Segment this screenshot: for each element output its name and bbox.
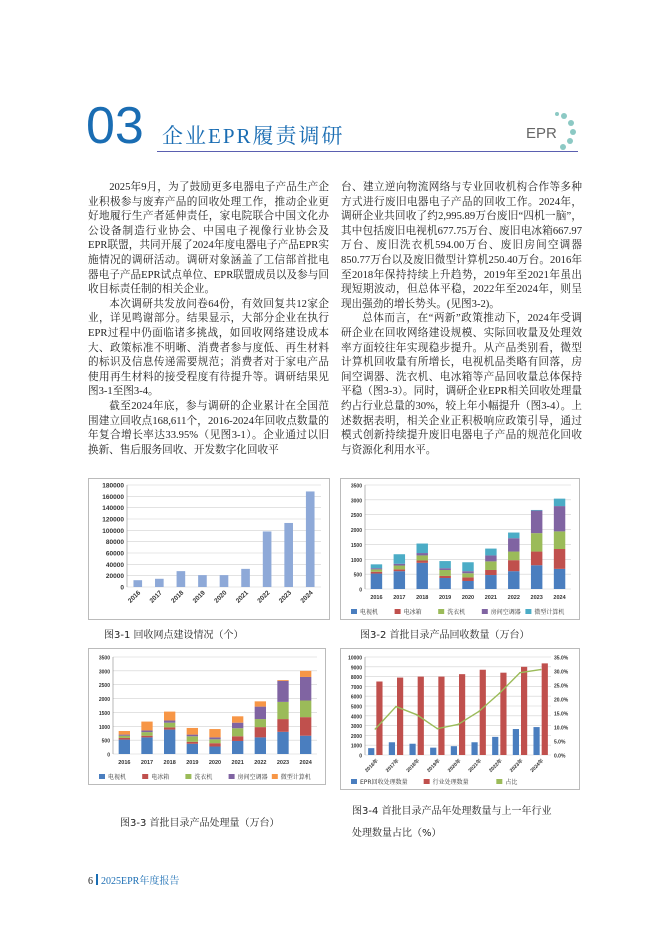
bar [177,571,186,587]
bar-segment-微型计算机 [371,564,382,568]
bar-segment-房间空调器 [255,707,266,719]
bar-EPR回收处理数量 [533,727,539,755]
bar-segment-洗衣机 [187,736,198,742]
bar-segment-洗衣机 [232,728,243,736]
y2-tick-label: 35.0% [554,655,569,662]
legend-label: 洗衣机 [194,774,213,781]
bar-segment-洗衣机 [141,732,152,736]
figure-3-4-caption-line1: 图3-4 首批目录产品年处理数量与上一年行业 [352,806,552,817]
paragraph: 台、建立逆向物流网络与专业回收机构合作等多种方式进行废旧电器电子产品的回收工作。2024年，调研企业共回收了约2,995.89万台废旧“四机一脑”，其中包括废旧电视机677.75万台、废旧电冰箱667.97万台、废旧洗衣机594.00万台、废旧房间空调器850.77万台以及废旧微型计算机250.40万台。2016年至2018年保持持续上升趋势，2019年至2021年虽出现短期波动，但总体平稳，2022年至2024年，则呈现出强劲的增长势头。(见图3-2)。 [341,182,582,310]
y2-tick-label: 20.0% [554,697,569,704]
legend-label: 电冰箱 [403,609,422,616]
x-tick-label: 2018 [170,589,186,605]
bar-segment-洗衣机 [209,739,220,743]
y-tick-label: 1500 [98,710,110,717]
report-name: 2025EPR年度报告 [101,876,180,887]
bar [284,523,293,587]
bar-行业处理数量 [459,674,465,755]
legend-label: 电冰箱 [151,774,170,781]
bar-segment-电视机 [485,575,496,589]
bar-segment-微型计算机 [394,554,405,564]
y-tick-label: 180000 [102,482,124,490]
bar-segment-电冰箱 [119,738,130,740]
y-tick-label: 3000 [98,669,110,676]
figure-3-3-chart [88,648,326,785]
bar-segment-房间空调器 [371,568,382,569]
y-tick-label: 3000 [350,498,362,505]
paragraph: 截至2024年底，参与调研的企业累计在全国范围建立回收点168,611个，2016-2024年回收点数量的年复合增长率达33.95%（见图3-1）。企业通过以旧换新、售后服务回收、开发数字化回收平 [88,400,329,456]
bar-segment-房间空调器 [554,506,565,531]
legend-label: 行业处理数量 [432,779,469,786]
y-tick-label: 60000 [105,550,124,558]
x-tick-label: 2023 [530,595,543,601]
bar [133,580,142,587]
x-tick-label: 2021年 [467,758,484,774]
bar-segment-电视机 [164,730,175,754]
right-column [341,181,582,458]
bar-segment-电冰箱 [277,719,288,732]
y-tick-label: 1000 [98,724,110,731]
bar-segment-电视机 [531,565,542,589]
bar [220,575,229,587]
y-tick-label: 40000 [105,561,124,569]
bar-segment-电视机 [209,747,220,754]
bar-segment-电冰箱 [141,736,152,738]
bar-segment-洗衣机 [554,531,565,549]
bar-segment-洗衣机 [462,573,473,577]
legend-swatch [525,609,531,614]
bar-行业处理数量 [397,678,403,755]
bar-segment-电视机 [462,581,473,589]
page-footer [88,872,179,887]
y-tick-label: 2500 [98,683,110,690]
bar-segment-电视机 [232,741,243,754]
bar-segment-电冰箱 [439,576,450,578]
bar-segment-洗衣机 [164,723,175,728]
y-tick-label: 120000 [102,516,124,524]
bar-segment-微型计算机 [232,716,243,722]
bar-segment-电冰箱 [485,570,496,575]
x-tick-label: 2022 [254,760,267,766]
bar-segment-电冰箱 [209,743,220,746]
bar-segment-电视机 [554,569,565,589]
y-tick-label: 140000 [102,505,124,513]
line-point [416,714,418,716]
x-tick-label: 2023 [277,589,294,605]
x-tick-label: 2016年 [364,758,380,774]
bar-EPR回收处理数量 [471,742,477,755]
bar-EPR回收处理数量 [389,742,395,755]
x-tick-label: 2024年 [529,758,546,774]
footer-divider [96,874,98,885]
x-tick-label: 2018年 [405,758,422,774]
bar-segment-房间空调器 [164,720,175,722]
bar-segment-微型计算机 [141,722,152,731]
bar-segment-洗衣机 [508,552,519,561]
legend-label: 微型计算机 [534,609,565,616]
y-tick-label: 5000 [350,704,362,711]
x-tick-label: 2019 [186,760,199,766]
x-tick-label: 2019 [191,589,207,605]
paragraph: 总体而言，在“两新”政策推动下，2024年受调研企业在回收网络建设规模、实际回收量及处理效率方面较往年实现稳步提升。从产品类别看，微型计算机回收量有所增长，电视机品类略有回落，房间空调器、洗衣机、电冰箱等产品回收量总体保持平稳（图3-3）。同时，调研企业EPR相关回收处理量约占行业总量的30%，较上年小幅提升（图3-4）。上述数据表明，相关企业正积极响应政策引导，通过模式创新持续提升废旧电器电子产品的规范化回收与资源化利用水平。 [341,313,582,456]
legend-swatch [99,774,105,779]
y-tick-label: 10000 [348,655,362,662]
bar-segment-电冰箱 [371,572,382,574]
bar-segment-电冰箱 [232,736,243,741]
legend-label: 电视机 [108,774,127,781]
bar-segment-房间空调器 [232,723,243,729]
y-tick-label: 2000 [350,733,362,740]
bar-segment-电视机 [394,571,405,589]
x-tick-label: 2016 [370,595,383,601]
bar-segment-电视机 [417,563,428,589]
line-point [499,693,501,695]
bar-segment-房间空调器 [119,735,130,736]
y-tick-label: 1500 [350,542,362,549]
y-tick-label: 6000 [350,694,362,701]
y-tick-label: 4000 [350,714,362,721]
bar-segment-洗衣机 [255,719,266,727]
line-point [478,711,480,713]
y-tick-label: 2500 [350,513,362,520]
x-tick-label: 2021 [231,760,244,766]
legend-swatch [424,779,430,784]
bar-segment-房间空调器 [394,564,405,566]
bar [155,579,164,587]
bar-segment-房间空调器 [187,735,198,737]
x-tick-label: 2020 [208,760,222,766]
bar-segment-电视机 [508,571,519,589]
bar-segment-洗衣机 [119,736,130,738]
bar-segment-电视机 [371,574,382,589]
y-tick-label: 3500 [98,655,110,662]
bar-segment-洗衣机 [371,569,382,571]
legend-label: 电视机 [360,609,379,616]
figure-3-2-caption: 图3-2 首批目录产品回收数量（万台） [360,630,530,641]
bar-segment-电冰箱 [531,552,542,566]
bar-segment-房间空调器 [300,677,311,701]
y-tick-label: 2000 [98,697,110,704]
bar-segment-洗衣机 [300,701,311,718]
x-tick-label: 2020 [213,589,229,605]
bar-segment-电视机 [187,744,198,754]
bar-行业处理数量 [376,682,382,756]
bar-segment-微型计算机 [508,533,519,539]
x-tick-label: 2020年 [446,758,463,774]
legend-swatch [496,779,502,784]
x-tick-label: 2020 [461,595,475,601]
figure-3-4-caption-line2: 处理数量占比（%） [352,828,442,839]
bar-segment-电冰箱 [394,569,405,571]
bar-segment-微型计算机 [554,499,565,506]
x-tick-label: 2018 [416,595,429,601]
x-tick-label: 2017年 [384,758,401,774]
bar-segment-微型计算机 [485,549,496,556]
figure-3-3-caption: 图3-3 首批目录产品处理量（万台） [120,818,280,829]
y-tick-label: 8000 [350,675,362,682]
bar-segment-微型计算机 [439,561,450,568]
y-tick-label: 0 [120,584,124,592]
y2-tick-label: 0.0% [554,753,566,760]
legend-swatch [272,774,278,779]
y-tick-label: 2000 [350,528,362,535]
y-tick-label: 160000 [102,493,124,501]
legend-label: 房间空调器 [490,609,521,616]
bar-segment-房间空调器 [485,555,496,561]
y-tick-label: 1000 [350,557,362,564]
bar-行业处理数量 [480,670,486,755]
x-tick-label: 2017 [148,589,164,605]
bar-segment-洗衣机 [277,702,288,719]
bar-segment-微型计算机 [531,510,542,511]
x-tick-label: 2021 [234,589,250,605]
y-tick-label: 0 [107,752,110,759]
y-tick-label: 0 [359,587,362,594]
x-tick-label: 2024 [299,760,312,766]
bar-segment-微型计算机 [300,671,311,677]
legend-label: 微型计算机 [280,774,311,781]
y2-tick-label: 5.0% [554,739,566,746]
figure-3-1-caption: 图3-1 回收网点建设情况（个） [104,630,244,641]
section-number: 03 [86,97,144,155]
bar-segment-电视机 [277,732,288,754]
bar-segment-电视机 [255,737,266,754]
x-tick-label: 2019 [438,595,452,601]
y2-tick-label: 15.0% [554,711,569,718]
bar-segment-洗衣机 [485,561,496,570]
section-title: 企业EPR履责调研 [162,124,345,148]
y-tick-label: 7000 [350,684,362,691]
x-tick-label: 2023 [276,760,290,766]
legend-swatch [395,609,401,614]
legend-swatch [351,609,357,614]
x-tick-label: 2017 [140,760,154,766]
bar-行业处理数量 [500,673,506,755]
bar-行业处理数量 [542,663,548,755]
bar-行业处理数量 [521,667,527,755]
figure-3-2-chart [340,478,580,620]
line-point [457,724,459,726]
y-tick-label: 3500 [350,483,362,490]
bar-EPR回收处理数量 [492,737,498,755]
bar-segment-电视机 [141,737,152,754]
bar-segment-电冰箱 [187,742,198,744]
bar-segment-电冰箱 [164,727,175,729]
bar-segment-微型计算机 [119,731,130,735]
epr-logo [520,110,576,152]
bar-EPR回收处理数量 [513,729,519,755]
bar-segment-洗衣机 [439,570,450,576]
bar [241,569,250,587]
title-underline [157,151,578,152]
bar [306,491,315,587]
bar-segment-电冰箱 [255,727,266,737]
y2-tick-label: 30.0% [554,669,569,676]
paragraph: 本次调研共发放问卷64份，有效回复共12家企业，详见鸣谢部分。结果显示，大部分企业在执行EPR过程中仍面临诸多挑战，如回收网络建设成本大、政策标准不明晰、消费者参与度低、再生材料的标识及信息传递需要规范；消费者对于家电产品使用再生材料的接受程度有待提升等。调研结果见图3-1至图3-4。 [88,298,329,398]
x-tick-label: 2024 [299,589,315,605]
y2-tick-label: 10.0% [554,725,569,732]
legend-swatch [438,609,444,614]
x-tick-label: 2024 [553,595,566,601]
legend-label: EPR回收处理数量 [360,779,408,786]
y-tick-label: 20000 [105,573,124,581]
bar-segment-电视机 [300,736,311,754]
bar-EPR回收处理数量 [451,746,457,755]
x-tick-label: 2016 [127,589,143,605]
legend-swatch [482,609,488,614]
bar-segment-洗衣机 [394,566,405,570]
svg-text:EPR: EPR [526,125,557,142]
x-tick-label: 2022 [507,595,520,601]
paragraph: 2025年9月，为了鼓励更多电器电子产品生产企业积极参与废弃产品的回收处理工作，推动企业更好地履行生产者延伸责任，家电院联合中国文化办公设备制造行业协会、中国电子视像行业协会及EPR联盟，共同开展了2024年度电器电子产品EPR实施情况的调研活动。调研对象涵盖了工信部首批电器电子产品EPR试点单位、EPR联盟成员以及参与回收目标责任制的相关企业。 [88,182,329,296]
x-tick-label: 2016 [118,760,131,766]
bar-segment-房间空调器 [417,553,428,555]
bar-segment-微型计算机 [164,712,175,721]
y-tick-label: 9000 [350,665,362,672]
bar-segment-电视机 [119,740,130,754]
bar-segment-微型计算机 [462,562,473,571]
line-point [519,672,521,674]
y-tick-label: 500 [101,738,110,745]
bar-EPR回收处理数量 [368,748,374,755]
bar-segment-房间空调器 [141,730,152,732]
x-tick-label: 2018 [163,760,176,766]
y-tick-label: 1000 [350,743,362,750]
bar-segment-房间空调器 [508,538,519,551]
bar-segment-房间空调器 [439,568,450,570]
bar-segment-房间空调器 [462,571,473,573]
bar [198,575,207,587]
bar-segment-房间空调器 [277,681,288,702]
y2-tick-label: 25.0% [554,683,569,690]
bar-segment-微型计算机 [417,544,428,554]
bar-EPR回收处理数量 [430,748,436,755]
bar-segment-微型计算机 [255,701,266,706]
bar-segment-洗衣机 [531,533,542,551]
bar-segment-电冰箱 [300,717,311,736]
legend-label: 洗衣机 [447,609,466,616]
x-tick-label: 2023年 [508,758,525,774]
left-column [88,181,329,458]
bar-segment-电冰箱 [417,560,428,562]
x-tick-label: 2021 [484,595,498,601]
bar-segment-房间空调器 [209,737,220,739]
x-tick-label: 2022年 [488,758,504,774]
y-tick-label: 100000 [102,527,124,535]
bar [263,531,272,587]
y-tick-label: 0 [359,753,362,760]
legend-swatch [185,774,191,779]
bar-segment-微型计算机 [277,680,288,681]
y-tick-label: 500 [353,572,362,579]
legend-label: 占比 [505,779,518,786]
bar-segment-微型计算机 [187,728,198,735]
bar-segment-洗衣机 [417,555,428,560]
legend-swatch [142,774,148,779]
bar-EPR回收处理数量 [409,744,415,755]
bar-segment-微型计算机 [209,729,220,737]
x-tick-label: 2022 [256,589,272,605]
legend-swatch [351,779,357,784]
bar-segment-电冰箱 [462,577,473,581]
figure-3-1-chart [88,478,330,620]
line-point [375,728,377,730]
line-point [395,706,397,708]
figure-3-4-chart [340,648,580,790]
page-number: 6 [88,876,93,887]
y-tick-label: 80000 [105,539,124,547]
x-tick-label: 2019年 [426,758,442,774]
legend-swatch [229,774,235,779]
bar-segment-房间空调器 [531,511,542,534]
line-point [437,728,439,730]
legend-label: 房间空调器 [237,774,268,781]
bar-segment-电视机 [439,578,450,589]
x-tick-label: 2017 [393,595,406,601]
bar-segment-电冰箱 [554,549,565,569]
bar-行业处理数量 [438,677,444,755]
line-point [540,669,542,671]
y-tick-label: 3000 [350,724,362,731]
bar-segment-电冰箱 [508,560,519,571]
